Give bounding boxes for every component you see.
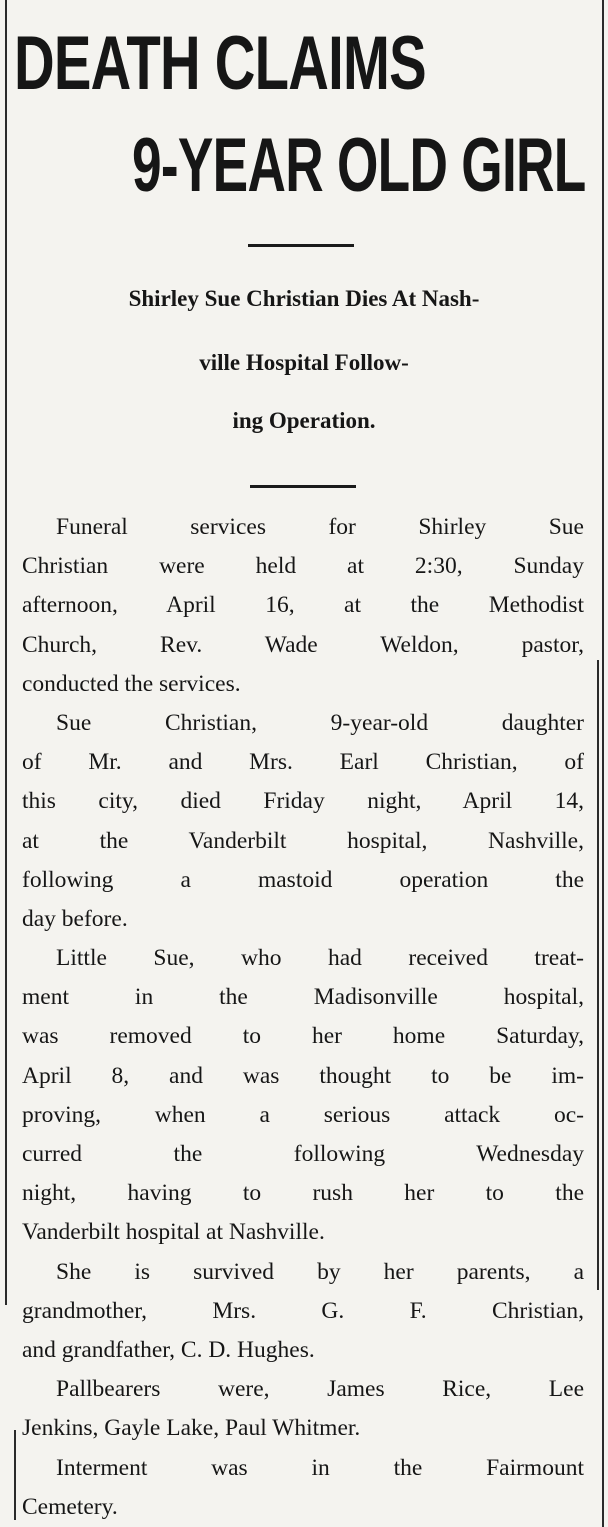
- article-line: curred the following Wednesday: [22, 1141, 584, 1167]
- column-rule-right-inner: [597, 660, 599, 1290]
- article-line: following a mastoid operation the: [22, 866, 584, 893]
- article-line: at the Vanderbilt hospital, Nashville,: [22, 827, 584, 854]
- article-line: afternoon, April 16, at the Methodist: [22, 592, 584, 619]
- article-line: Funeral services for Shirley Sue: [56, 514, 584, 540]
- article-line: Jenkins, Gayle Lake, Paul Whitmer.: [22, 1415, 361, 1442]
- column-rule-left-lower: [14, 1430, 16, 1520]
- headline-divider: [248, 244, 354, 247]
- subhead-line-1: Shirley Sue Christian Dies At Nash-: [128, 286, 480, 311]
- column-rule-right: [602, 0, 604, 1527]
- article-line: Christian were held at 2:30, Sunday: [22, 553, 584, 580]
- article-line: Interment was in the Fairmount: [56, 1454, 584, 1481]
- article-line: Church, Rev. Wade Weldon, pastor,: [22, 631, 584, 658]
- article-line: April 8, and was thought to be im-: [22, 1062, 584, 1089]
- article-line: of Mr. and Mrs. Earl Christian, of: [22, 749, 584, 776]
- article-line: Vanderbilt hospital at Nashville.: [22, 1219, 325, 1246]
- article-line: conducted the services.: [22, 670, 241, 697]
- subhead-line-2: ville Hospital Follow-: [199, 350, 409, 375]
- article-line: night, having to rush her to the: [22, 1180, 584, 1207]
- headline-line-1: DEATH CLAIMS: [14, 21, 426, 106]
- article-line: this city, died Friday night, April 14,: [22, 788, 584, 815]
- article-line: Sue Christian, 9-year-old daughter: [56, 709, 584, 736]
- subhead-line-3: ing Operation.: [232, 408, 376, 433]
- article-line: Pallbearers were, James Rice, Lee: [56, 1376, 584, 1403]
- article-line: day before.: [22, 905, 128, 932]
- article-line: Cemetery.: [22, 1493, 118, 1520]
- article-line: proving, when a serious attack oc-: [22, 1101, 584, 1128]
- article-line: ment in the Madisonville hospital,: [22, 984, 584, 1011]
- headline-line-2: 9-YEAR OLD GIRL: [132, 123, 586, 208]
- article-line: was removed to her home Saturday,: [22, 1023, 584, 1050]
- article-line: Little Sue, who had received treat-: [56, 945, 584, 972]
- article-body: [22, 508, 584, 1527]
- article-line: She is survived by her parents, a: [56, 1258, 584, 1285]
- column-rule-left: [5, 0, 7, 1305]
- article-line: and grandfather, C. D. Hughes.: [22, 1336, 315, 1363]
- subhead-divider: [250, 485, 356, 488]
- article-line: grandmother, Mrs. G. F. Christian,: [22, 1297, 584, 1324]
